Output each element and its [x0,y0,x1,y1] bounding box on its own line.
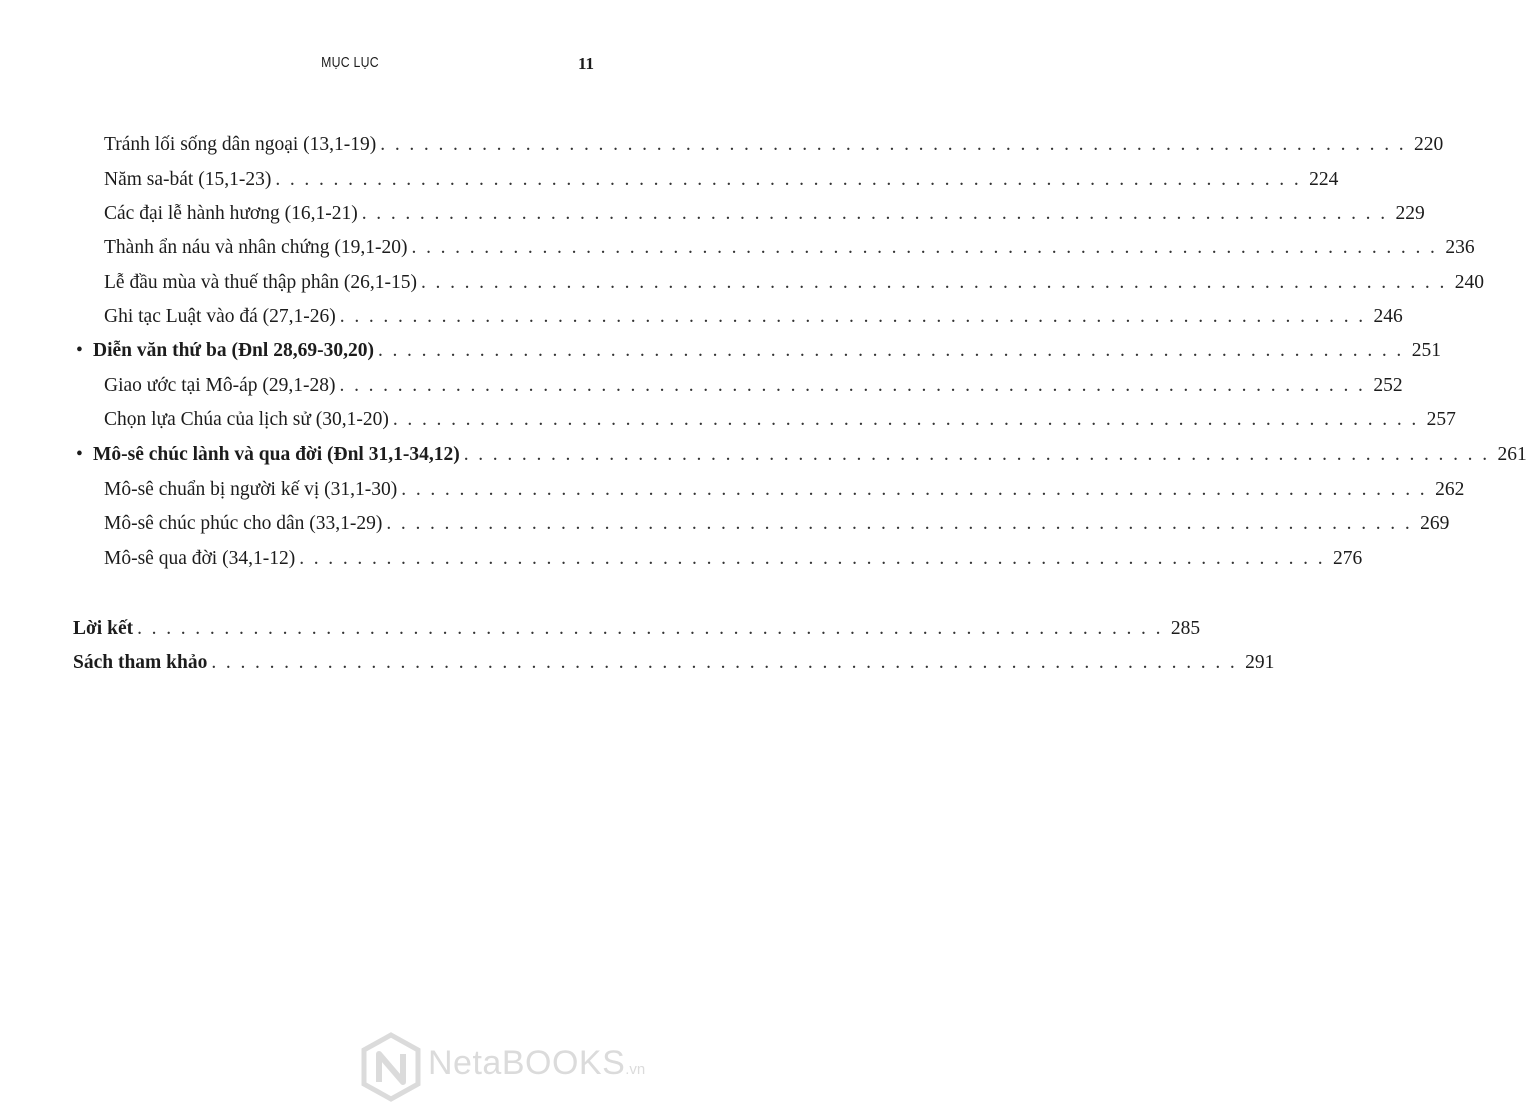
toc-entry-title: Ghi tạc Luật vào đá (27,1-26) [104,306,336,327]
watermark-tld: .vn [625,1061,646,1078]
toc-entry-title: Mô-sê chuẩn bị người kế vị (31,1-30) [104,479,398,500]
toc-entry-title: Năm sa-bát (15,1-23) [104,169,272,190]
toc-section-entry[interactable] [73,336,1441,366]
dot-leader: . . . . . . . . . . . . . . . . . . . . . . . . . . . . . . . . . . . . . . . . . . . . . . . . . . . . . . . . . . . . . . . . . . . . . . . [339,375,1366,396]
toc-entry[interactable] [104,371,1403,401]
toc-entry-title: Mô-sê qua đời (34,1-12) [104,548,296,569]
toc-entry-page: 246 [1373,306,1403,327]
toc-entry-title: Lễ đầu mùa và thuế thập phân (26,1-15) [104,272,417,293]
toc-entry-page: 291 [1245,652,1275,673]
watermark-brand: NetaBOOKS [428,1044,626,1082]
toc-entry-page: 285 [1170,618,1201,639]
dot-leader: . . . . . . . . . . . . . . . . . . . . . . . . . . . . . . . . . . . . . . . . . . . . . . . . . . . . . . . . . . . . . . . . . . . . . . . [275,169,1302,190]
toc-entry-page: 276 [1332,548,1363,569]
bullet-icon: • [76,444,83,465]
toc-entry-page: 251 [1411,340,1441,361]
toc-section-entry[interactable] [73,440,1527,470]
toc-entry-title: Tránh lối sống dân ngoại (13,1-19) [104,134,377,155]
toc-section-title [73,336,374,366]
toc-entry-page: 262 [1435,479,1465,500]
toc-entry-page: 257 [1426,409,1456,430]
toc-entry-page: 240 [1454,272,1485,293]
dot-leader: . . . . . . . . . . . . . . . . . . . . . . . . . . . . . . . . . . . . . . . . . . . . . . . . . . . . . . . . . . . . . . . . . . . . . . . [463,444,1490,465]
dot-leader: . . . . . . . . . . . . . . . . . . . . . . . . . . . . . . . . . . . . . . . . . . . . . . . . . . . . . . . . . . . . . . . . . . . . . . . [380,134,1407,155]
toc-entry[interactable] [104,405,1456,435]
toc-entry-title: Sách tham khảo [73,652,208,673]
toc-entry[interactable] [104,509,1450,539]
toc-entry[interactable] [104,475,1465,505]
page-number: 11 [577,54,594,73]
toc-entry[interactable] [104,233,1475,263]
toc-entry-page: 229 [1395,203,1425,224]
toc-backmatter-entry[interactable] [73,648,1275,678]
toc-entry-page: 269 [1420,513,1450,534]
dot-leader: . . . . . . . . . . . . . . . . . . . . . . . . . . . . . . . . . . . . . . . . . . . . . . . . . . . . . . . . . . . . . . . . . . . . . . . [361,203,1388,224]
dot-leader: . . . . . . . . . . . . . . . . . . . . . . . . . . . . . . . . . . . . . . . . . . . . . . . . . . . . . . . . . . . . . . . . . . . . . . . [377,340,1404,361]
dot-leader: . . . . . . . . . . . . . . . . . . . . . . . . . . . . . . . . . . . . . . . . . . . . . . . . . . . . . . . . . . . . . . . . . . . . . . . [339,306,1366,327]
dot-leader: . . . . . . . . . . . . . . . . . . . . . . . . . . . . . . . . . . . . . . . . . . . . . . . . . . . . . . . . . . . . . . . . . . . . . . . [211,652,1238,673]
watermark [360,1032,690,1102]
toc-entry-title: Lời kết [73,618,134,639]
dot-leader: . . . . . . . . . . . . . . . . . . . . . . . . . . . . . . . . . . . . . . . . . . . . . . . . . . . . . . . . . . . . . . . . . . . . . . . [137,618,1163,639]
toc-entry-page: 224 [1309,169,1339,190]
dot-leader: . . . . . . . . . . . . . . . . . . . . . . . . . . . . . . . . . . . . . . . . . . . . . . . . . . . . . . . . . . . . . . . . . . . . . . . [401,479,1428,500]
toc-entry-page: 261 [1497,444,1527,465]
toc-section-title-text: Diễn văn thứ ba (Đnl 28,69-30,20) [93,340,374,361]
toc-entry-title: Giao ước tại Mô-áp (29,1-28) [104,375,336,396]
toc-entry[interactable] [104,302,1403,332]
toc-entry-title: Thành ẩn náu và nhân chứng (19,1-20) [104,237,408,258]
toc-entry[interactable] [104,130,1444,160]
toc-entry[interactable] [104,268,1485,298]
running-title: MỤC LỤC [321,54,379,71]
toc-entry-title: Mô-sê chúc phúc cho dân (33,1-29) [104,513,383,534]
dot-leader: . . . . . . . . . . . . . . . . . . . . . . . . . . . . . . . . . . . . . . . . . . . . . . . . . . . . . . . . . . . . . . . . . . . . . . . [392,409,1419,430]
toc-entry[interactable] [104,199,1425,229]
toc-section-title [73,440,460,470]
toc-entry[interactable] [104,165,1339,195]
toc-entry-title: Các đại lễ hành hương (16,1-21) [104,203,358,224]
running-header [0,54,700,78]
toc-entry-page: 220 [1414,134,1444,155]
netabooks-logo-icon [360,1032,422,1102]
dot-leader: . . . . . . . . . . . . . . . . . . . . . . . . . . . . . . . . . . . . . . . . . . . . . . . . . . . . . . . . . . . . . . . . . . . . . . . [411,237,1438,258]
toc-section-title-text: Mô-sê chúc lành và qua đời (Đnl 31,1-34,12) [93,444,460,465]
dot-leader: . . . . . . . . . . . . . . . . . . . . . . . . . . . . . . . . . . . . . . . . . . . . . . . . . . . . . . . . . . . . . . . . . . . . . . . [299,548,1325,569]
toc-entry-page: 236 [1445,237,1475,258]
dot-leader: . . . . . . . . . . . . . . . . . . . . . . . . . . . . . . . . . . . . . . . . . . . . . . . . . . . . . . . . . . . . . . . . . . . . . . . [420,272,1447,293]
dot-leader: . . . . . . . . . . . . . . . . . . . . . . . . . . . . . . . . . . . . . . . . . . . . . . . . . . . . . . . . . . . . . . . . . . . . . . . [386,513,1413,534]
watermark-text [428,1044,645,1083]
bullet-icon: • [76,340,83,361]
toc-entry-page: 252 [1373,375,1403,396]
toc-entry[interactable] [104,544,1363,574]
toc-entry-title: Chọn lựa Chúa của lịch sử (30,1-20) [104,409,389,430]
toc-backmatter-entry[interactable] [73,614,1201,644]
